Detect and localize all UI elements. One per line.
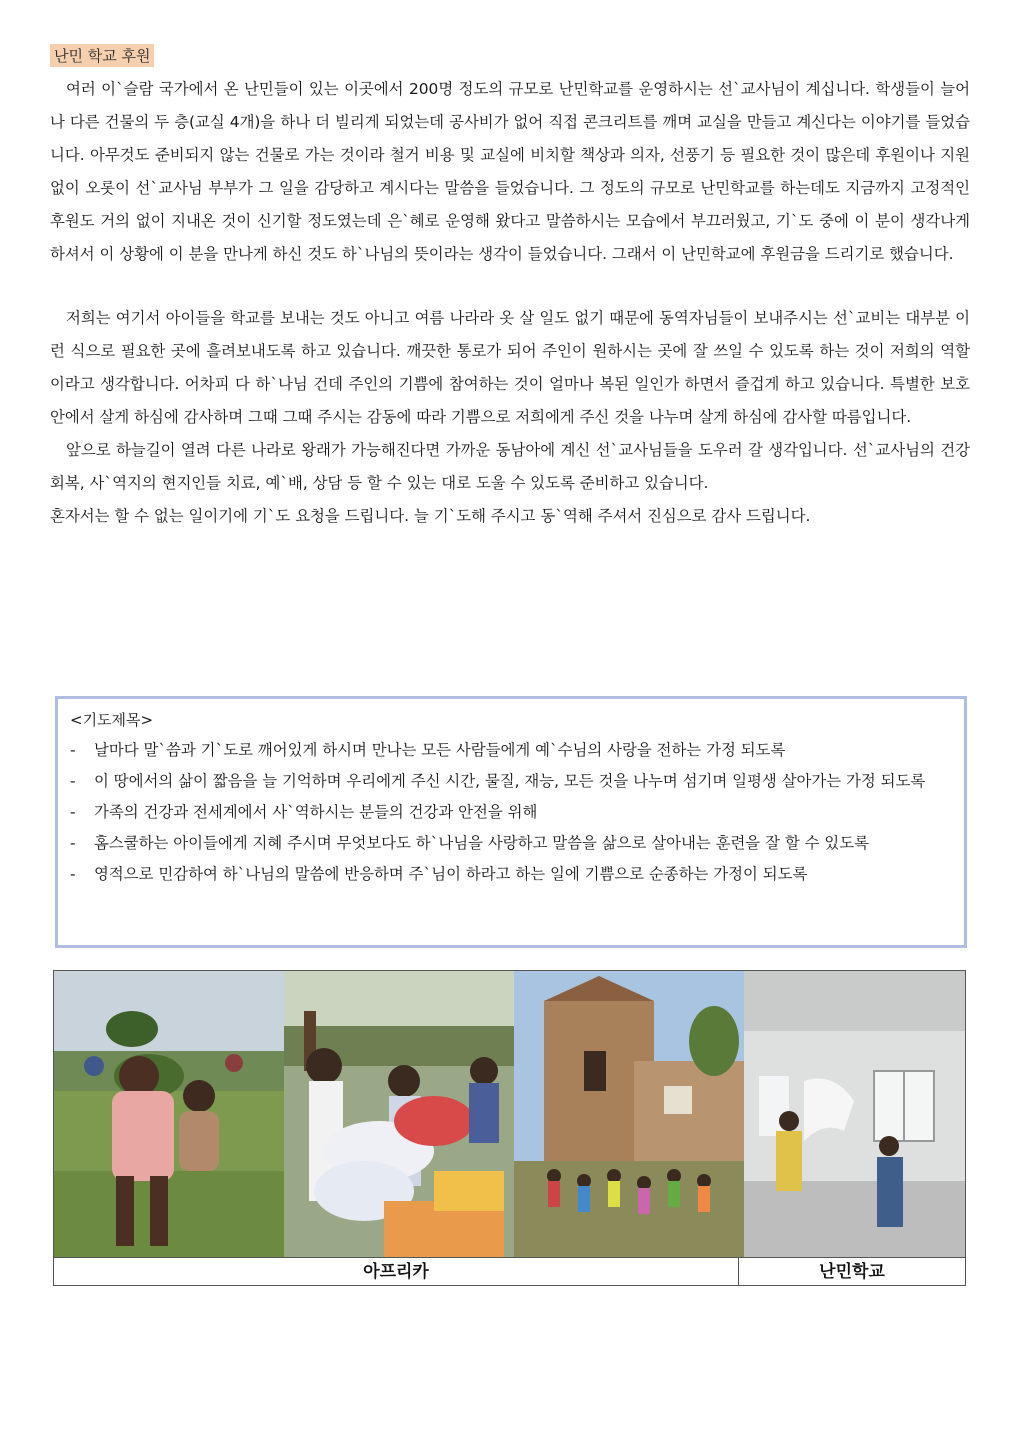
prayer-heading: <기도제목> [70,711,154,729]
caption-africa: 아프리카 [363,1262,429,1282]
paragraph-4: 혼자서는 할 수 없는 일이기에 기`도 요청을 드립니다. 늘 기`도해 주시고 동`역해 주셔서 진심으로 감사 드립니다. [50,507,811,525]
prayer-item-text: 날마다 말`씀과 기`도로 깨어있게 하시며 만나는 모든 사람들에게 예`수님의 사랑을 전하는 가정 되도록 [94,741,786,759]
paragraph-gap [50,271,970,302]
photo-children-building [514,971,745,1257]
document-body [50,44,970,533]
prayer-item-text: 가족의 건강과 전세계에서 사`역하시는 분들의 건강과 안전을 위해 [94,803,538,821]
prayer-item [70,828,952,859]
photo-refugee-school [744,971,965,1257]
paragraph-1: 여러 이`슬람 국가에서 온 난민들이 있는 이곳에서 200명 정도의 규모로 난민학교를 운영하시는 선`교사님이 계십니다. 학생들이 늘어나 다른 건물의 두 층(교실 4개)을 하나 더 빌리게 되었는데 공사비가 없어 직접 콘크리트를 깨며 교실을 만들고 계신다는 이야기를 들었습니다. 아무것도 준비되지 않는 건물로 가는 것이라 철거 비용 및 교실에 비치할 책상과 의자, 선풍기 등 필요한 것이 많은데 후원이나 지원 없이 오롯이 선`교사님 부부가 그 일을 감당하고 계시다는 말씀을 들었습니다. 그 정도의 규모로 난민학교를 하는데도 지금까지 고정적인 후원도 거의 없이 지내온 것이 신기할 정도였는데 은`혜로 운영해 왔다고 말씀하시는 모습에서 부끄러웠고, 기`도 중에 이 분이 생각나게 하셔서 이 상황에 이 분을 만나게 하신 것도 하`나님의 뜻이라는 생각이 들었습니다. 그래서 이 난민학교에 후원금을 드리기로 했습니다. [50,80,970,263]
prayer-item-text: 이 땅에서의 삶이 짧음을 늘 기억하며 우리에게 주신 시간, 물질, 재능, 모든 것을 나누며 섬기며 일평생 살아가는 가정 되도록 [94,772,926,790]
prayer-item-text: 영적으로 민감하여 하`나님의 말씀에 반응하며 주`님이 하라고 하는 일에 기쁨으로 순종하는 가정이 되도록 [94,865,808,883]
paragraph-2: 저희는 여기서 아이들을 학교를 보내는 것도 아니고 여름 나라라 옷 살 일도 없기 때문에 동역자님들이 보내주시는 선`교비는 대부분 이런 식으로 필요한 곳에 흘려보내도록 하고 있습니다. 깨끗한 통로가 되어 주인이 원하시는 곳에 잘 쓰일 수 있도록 하는 것이 저희의 역할이라고 생각합니다. 어차피 다 하`나님 건데 주인의 기쁨에 참여하는 것이 얼마나 복된 일인가 하면서 즐겁게 하고 있습니다. 특별한 보호 안에서 살게 하심에 감사하며 그때 그때 주시는 감동에 따라 기쁨으로 저희에게 주신 것을 나누며 살게 하심에 감사할 따름입니다. [50,309,970,426]
bullet-dash: - [70,772,76,790]
prayer-item [70,735,952,766]
prayer-item [70,766,952,797]
prayer-box [55,696,967,948]
caption-row [54,1257,965,1286]
bullet-dash: - [70,803,76,821]
prayer-item [70,859,952,890]
prayer-item [70,797,952,828]
paragraph-3: 앞으로 하늘길이 열려 다른 나라로 왕래가 가능해진다면 가까운 동남아에 계신 선`교사님들을 도우러 갈 생각입니다. 선`교사님의 건강 회복, 사`역지의 현지인들 치료, 예`배, 상담 등 할 수 있는 대로 도울 수 있도록 준비하고 있습니다. [50,441,970,492]
photo-table [53,970,966,1286]
bullet-dash: - [70,865,76,883]
photo-aid-distribution [284,971,515,1257]
section-title: 난민 학교 후원 [50,44,154,67]
bullet-dash: - [70,834,76,852]
caption-refugee-school: 난민학교 [819,1262,885,1282]
photo-africa-children [54,971,285,1257]
bullet-dash: - [70,741,76,759]
prayer-item-text: 홈스쿨하는 아이들에게 지혜 주시며 무엇보다도 하`나님을 사랑하고 말씀을 삶으로 살아내는 훈련을 잘 할 수 있도록 [94,834,869,852]
